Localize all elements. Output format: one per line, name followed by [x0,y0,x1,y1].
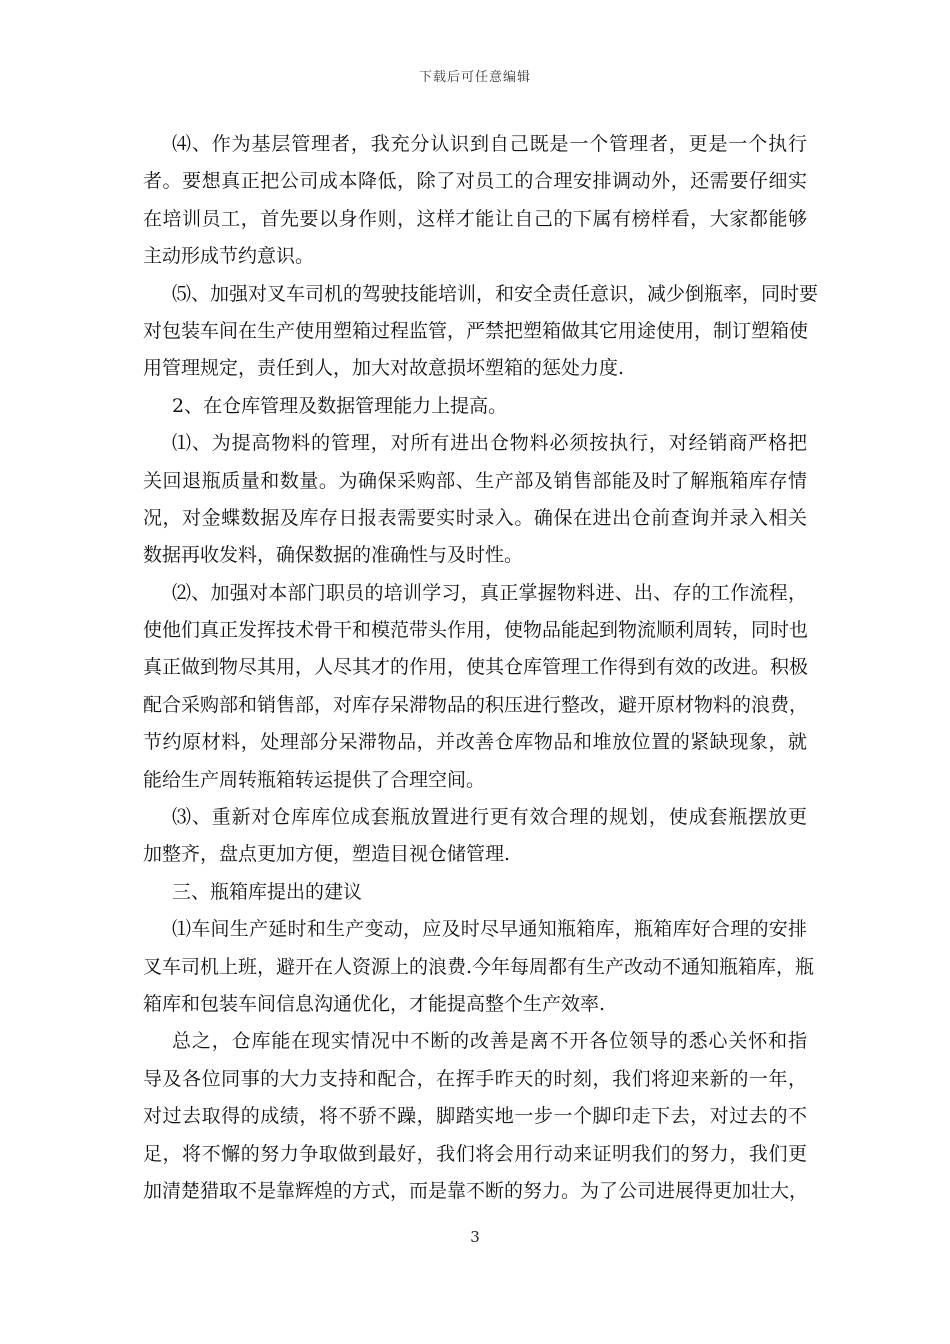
text-line: 三、瓶箱库提出的建议 [172,880,363,903]
paragraph-3-bottle-placement [143,799,807,874]
text-line: 箱库和包装车间信息沟通优化，才能提高整个生产效率. [143,992,606,1015]
text-line: 节约原材料，处理部分呆滞物品，并改善仓库物品和堆放位置的紧缺现象，就 [143,731,807,754]
text-line: 数据再收发料，确保数据的准确性与及时性。 [143,544,524,567]
text-line: 配合采购部和销售部，对库存呆滞物品的积压进行整改，避开原材物料的浪费， [143,693,809,716]
text-line: ⑴、为提高物料的管理，对所有进出仓物料必须按执行，对经销商严格把 [172,432,807,455]
text-line: 者。要想真正把公司成本降低，除了对员工的合理安排调动外，还需要仔细实 [143,170,807,193]
text-line: 加清楚猎取不是靠辉煌的方式，而是靠不断的努力。为了公司进展得更加壮大， [143,1179,809,1202]
text-line: 2、在仓库管理及数据管理能力上提高。 [172,394,508,417]
text-line: 能给生产周转瓶箱转运提供了合理空间。 [143,768,486,791]
document-body [143,126,819,1210]
text-line: 足，将不懈的努力争取做到最好，我们将会用行动来证明我们的努力，我们更 [143,1142,807,1165]
text-line: 用管理规定，责任到人，加大对故意损坏塑箱的惩处力度. [143,357,625,380]
section-heading-2 [143,388,807,425]
paragraph-4-basic-manager [143,126,807,276]
text-line: 真正做到物尽其用，人尽其才的作用，使其仓库管理工作得到有效的改进。积极 [143,656,809,679]
section-heading-3 [143,874,807,911]
paragraph-suggestion-1 [143,911,815,1023]
text-line: 对过去取得的成绩，将不骄不躁，脚踏实地一步一个脚印走下去，对过去的不 [143,1105,807,1128]
text-line: 在培训员工，首先要以身作则，这样才能让自己的下属有榜样看，大家都能够 [143,207,807,230]
text-line: 总之，仓库能在现实情况中不断的改善是离不开各位领导的悉心关怀和指 [172,1030,807,1053]
text-line: ⑴车间生产延时和生产变动，应及时尽早通知瓶箱库，瓶箱库好合理的安排 [172,918,807,941]
text-line: ⑷、作为基层管理者，我充分认识到自己既是一个管理者，更是一个执行 [172,133,807,155]
paragraph-1-material-management [143,425,807,575]
text-line: ⑵、加强对本部门职员的培训学习，真正掌握物料进、出、存的工作流程， [172,581,807,604]
page-header: 下载后可任意编辑 [418,70,531,85]
text-line: ⑶、重新对仓库库位成套瓶放置进行更有效合理的规划，使成套瓶摆放更 [172,806,807,829]
text-line: 主动形成节约意识。 [143,245,315,268]
page-number: 3 [470,1228,480,1246]
paragraph-conclusion [143,1023,807,1210]
text-line: 叉车司机上班，避开在人资源上的浪费.今年每周都有生产改动不通知瓶箱库，瓶 [143,955,815,978]
text-line: 使他们真正发挥技术骨干和模范带头作用，使物品能起到物流顺利周转，同时也 [143,619,809,642]
paragraph-5-forklift-training [143,276,819,388]
text-line: ⑸、加强对叉车司机的驾驶技能培训，和安全责任意识，减少倒瓶率，同时要 [172,282,819,305]
text-line: 况，对金蝶数据及库存日报表需要实时录入。确保在进出仓前查询并录入相关 [143,506,807,529]
text-line: 加整齐，盘点更加方便，塑造目视仓储管理. [143,843,511,866]
text-line: 关回退瓶质量和数量。为确保采购部、生产部及销售部能及时了解瓶箱库存情 [143,469,807,492]
paragraph-2-staff-training [143,575,807,799]
text-line: 对包装车间在生产使用塑箱过程监管，严禁把塑箱做其它用途使用，制订塑箱使 [143,319,809,342]
text-line: 导及各位同事的大力支持和配合，在挥手昨天的时刻，我们将迎来新的一年， [143,1067,807,1090]
